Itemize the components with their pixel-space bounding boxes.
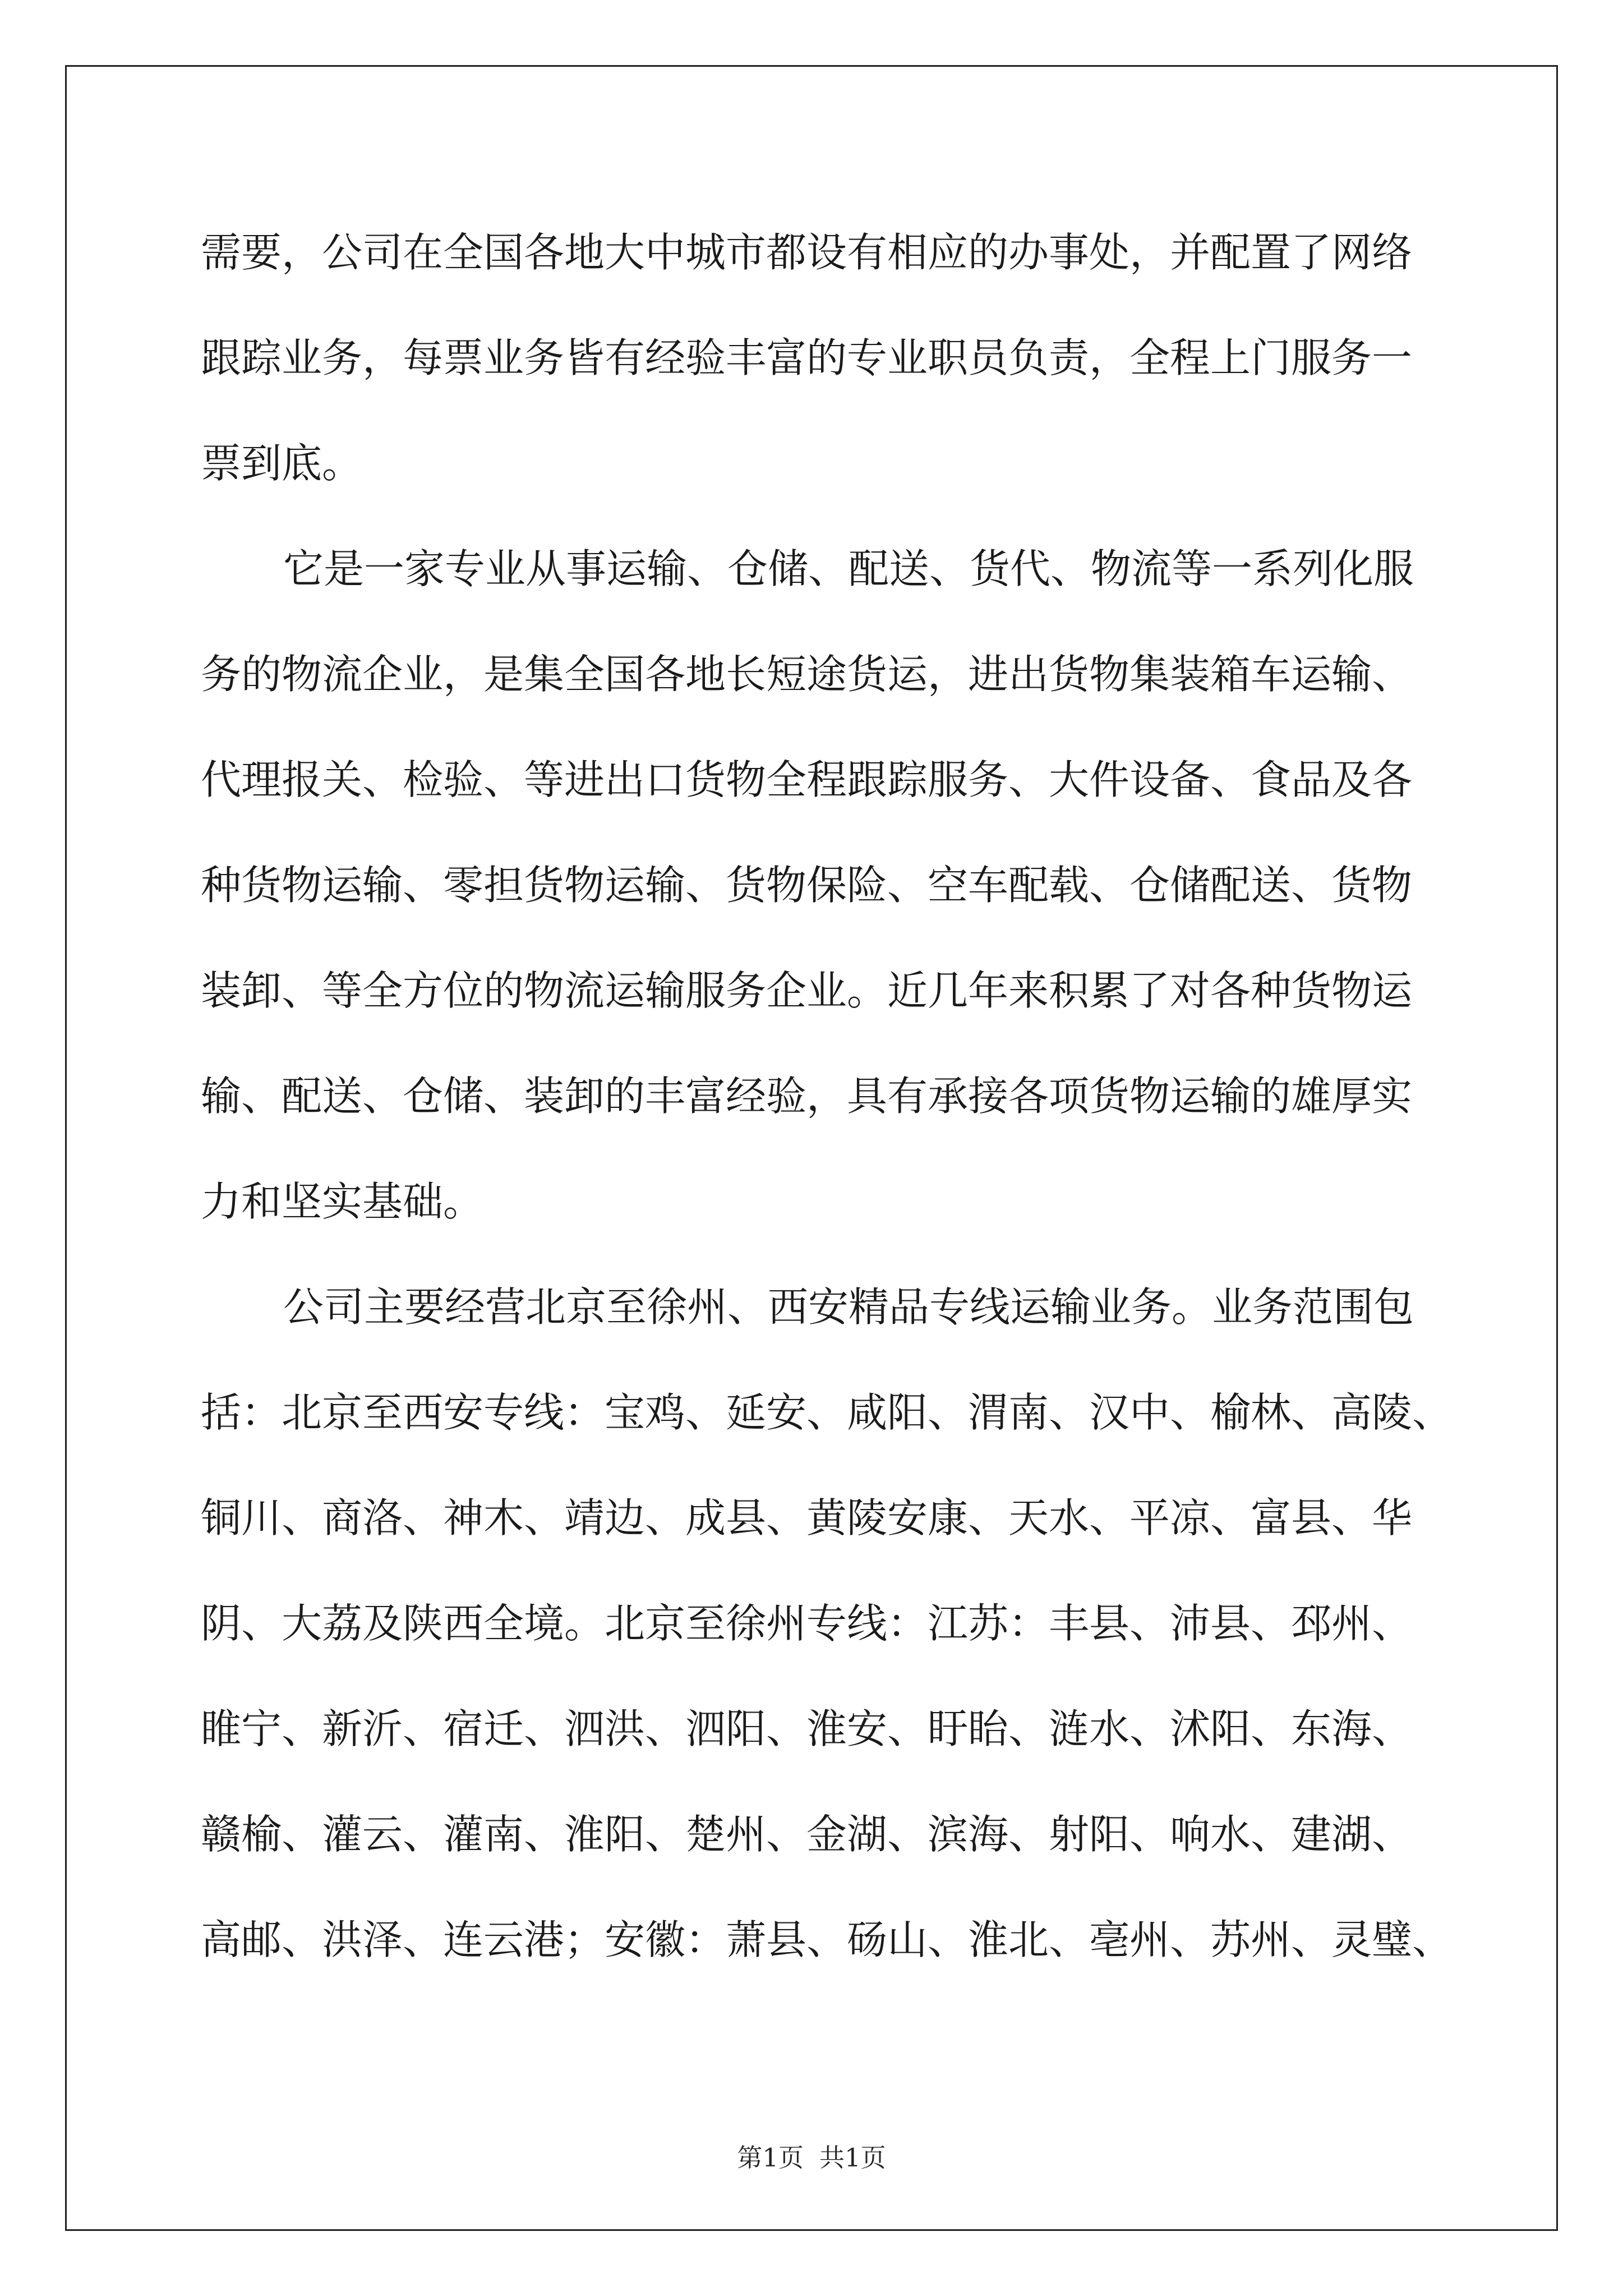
text-line: 铜川、商洛、神木、靖边、成县、黄陵安康、天水、平凉、富县、华 <box>201 1494 1413 1542</box>
page-number: 第1页 <box>737 2143 804 2173</box>
text-line: 输、配送、仓储、装卸的丰富经验，具有承接各项货物运输的雄厚实 <box>201 1073 1413 1120</box>
text-line: 赣榆、灌云、灌南、淮阳、楚州、金湖、滨海、射阳、响水、建湖、 <box>201 1811 1413 1858</box>
text-line: 务的物流企业，是集全国各地长短途货运，进出货物集装箱车运输、 <box>201 651 1413 698</box>
text-line: 代理报关、检验、等进出口货物全程跟踪服务、大件设备、食品及各 <box>201 756 1413 803</box>
text-line: 高邮、洪泽、连云港；安徽：萧县、砀山、淮北、亳州、苏州、灵璧、 <box>201 1916 1453 1963</box>
text-line: 公司主要经营北京至徐州、西安精品专线运输业务。业务范围包 <box>283 1283 1414 1331</box>
text-line: 力和坚实基础。 <box>201 1178 484 1225</box>
page-border <box>65 65 1558 2231</box>
text-line: 装卸、等全方位的物流运输服务企业。近几年来积累了对各种货物运 <box>201 967 1413 1014</box>
text-line: 票到底。 <box>201 440 363 487</box>
text-line: 阴、大荔及陕西全境。北京至徐州专线：江苏：丰县、沛县、邳州、 <box>201 1600 1413 1647</box>
text-line: 跟踪业务，每票业务皆有经验丰富的专业职员负责，全程上门服务一 <box>201 334 1413 381</box>
text-line: 括：北京至西安专线：宝鸡、延安、咸阳、渭南、汉中、榆林、高陵、 <box>201 1389 1453 1436</box>
page-footer <box>0 2141 1623 2175</box>
text-line: 种货物运输、零担货物运输、货物保险、空车配载、仓储配送、货物 <box>201 862 1413 909</box>
text-line: 睢宁、新沂、宿迁、泗洪、泗阳、淮安、盱眙、涟水、沭阳、东海、 <box>201 1705 1413 1752</box>
text-line: 需要，公司在全国各地大中城市都设有相应的办事处，并配置了网络 <box>201 229 1413 276</box>
page-total: 共1页 <box>819 2143 886 2173</box>
text-line: 它是一家专业从事运输、仓储、配送、货代、物流等一系列化服 <box>283 545 1414 592</box>
